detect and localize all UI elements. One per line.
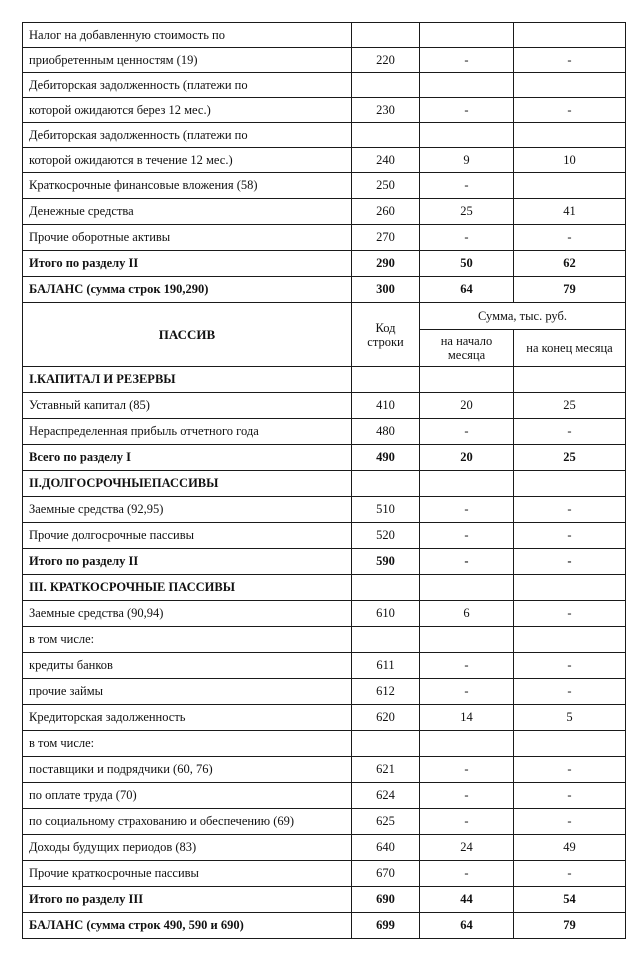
row-code: 510 (352, 497, 420, 523)
liability-row (23, 601, 626, 627)
value-end: 79 (514, 277, 626, 303)
value-end (514, 73, 626, 98)
begin-column-header: на начало месяца (420, 330, 514, 367)
row-code (352, 627, 420, 653)
row-code: 230 (352, 98, 420, 123)
row-label: приобретенным ценностям (19) (23, 48, 352, 73)
row-code: 621 (352, 757, 420, 783)
value-begin: - (420, 419, 514, 445)
row-code: 480 (352, 419, 420, 445)
value-begin: - (420, 173, 514, 199)
liability-row (23, 523, 626, 549)
liability-row (23, 653, 626, 679)
row-code: 670 (352, 861, 420, 887)
value-begin: 44 (420, 887, 514, 913)
value-end: - (514, 98, 626, 123)
row-code (352, 73, 420, 98)
asset-row (23, 73, 626, 98)
value-begin (420, 73, 514, 98)
row-label: прочие займы (23, 679, 352, 705)
liabilities-header (23, 303, 626, 367)
value-begin: - (420, 497, 514, 523)
row-label: БАЛАНС (сумма строк 490, 590 и 690) (23, 913, 352, 939)
value-begin (420, 731, 514, 757)
row-label: Дебиторская задолженность (платежи по (23, 123, 352, 148)
value-begin: 20 (420, 445, 514, 471)
value-end: 49 (514, 835, 626, 861)
balance-sheet-table (22, 22, 626, 939)
sum-column-header: Сумма, тыс. руб. (420, 303, 626, 330)
liability-row (23, 887, 626, 913)
liability-row (23, 367, 626, 393)
liability-row (23, 627, 626, 653)
row-label: Заемные средства (90,94) (23, 601, 352, 627)
row-code: 690 (352, 887, 420, 913)
value-end: 54 (514, 887, 626, 913)
assets-section (23, 23, 626, 303)
value-begin: 9 (420, 148, 514, 173)
row-label: Краткосрочные финансовые вложения (58) (23, 173, 352, 199)
row-code (352, 471, 420, 497)
row-code: 699 (352, 913, 420, 939)
value-end: 41 (514, 199, 626, 225)
asset-row (23, 251, 626, 277)
row-code: 620 (352, 705, 420, 731)
row-label: в том числе: (23, 731, 352, 757)
value-end: - (514, 809, 626, 835)
row-code: 220 (352, 48, 420, 73)
value-begin: 20 (420, 393, 514, 419)
value-begin: 50 (420, 251, 514, 277)
row-label: которой ожидаются в течение 12 мес.) (23, 148, 352, 173)
row-code: 250 (352, 173, 420, 199)
row-code: 260 (352, 199, 420, 225)
row-code (352, 367, 420, 393)
row-label: Дебиторская задолженность (платежи по (23, 73, 352, 98)
value-end: 79 (514, 913, 626, 939)
row-label: Доходы будущих периодов (83) (23, 835, 352, 861)
value-begin: - (420, 653, 514, 679)
row-code: 612 (352, 679, 420, 705)
value-begin (420, 575, 514, 601)
value-end: - (514, 48, 626, 73)
asset-row (23, 277, 626, 303)
row-label: БАЛАНС (сумма строк 190,290) (23, 277, 352, 303)
row-label: Нераспределенная прибыль отчетного года (23, 419, 352, 445)
row-code: 624 (352, 783, 420, 809)
value-begin: - (420, 679, 514, 705)
row-label: Итого по разделу II (23, 251, 352, 277)
value-end: - (514, 653, 626, 679)
value-end: - (514, 497, 626, 523)
value-begin: - (420, 783, 514, 809)
liability-row (23, 705, 626, 731)
value-begin: 64 (420, 913, 514, 939)
value-begin: - (420, 523, 514, 549)
liability-row (23, 731, 626, 757)
row-label: кредиты банков (23, 653, 352, 679)
value-begin: - (420, 225, 514, 251)
end-column-header: на конец месяца (514, 330, 626, 367)
value-end (514, 627, 626, 653)
row-code: 611 (352, 653, 420, 679)
value-end: - (514, 523, 626, 549)
row-label: Кредиторская задолженность (23, 705, 352, 731)
asset-row (23, 123, 626, 148)
asset-row (23, 48, 626, 73)
row-code (352, 123, 420, 148)
value-begin (420, 471, 514, 497)
value-begin: 64 (420, 277, 514, 303)
row-label: по оплате труда (70) (23, 783, 352, 809)
liability-row (23, 809, 626, 835)
row-label: II.ДОЛГОСРОЧНЫЕПАССИВЫ (23, 471, 352, 497)
liability-row (23, 419, 626, 445)
asset-row (23, 23, 626, 48)
value-end: - (514, 757, 626, 783)
value-begin: 6 (420, 601, 514, 627)
value-end: 5 (514, 705, 626, 731)
value-begin: - (420, 809, 514, 835)
value-begin (420, 123, 514, 148)
row-code: 640 (352, 835, 420, 861)
row-code: 590 (352, 549, 420, 575)
value-end (514, 731, 626, 757)
row-code: 240 (352, 148, 420, 173)
row-label: I.КАПИТАЛ И РЕЗЕРВЫ (23, 367, 352, 393)
liability-row (23, 913, 626, 939)
value-begin: 14 (420, 705, 514, 731)
row-code: 520 (352, 523, 420, 549)
value-end: - (514, 783, 626, 809)
row-label: поставщики и подрядчики (60, 76) (23, 757, 352, 783)
value-end: - (514, 601, 626, 627)
value-end: 10 (514, 148, 626, 173)
value-end: 25 (514, 445, 626, 471)
row-label: Заемные средства (92,95) (23, 497, 352, 523)
value-begin (420, 367, 514, 393)
asset-row (23, 173, 626, 199)
liabilities-section (23, 367, 626, 939)
liability-row (23, 757, 626, 783)
value-begin: 24 (420, 835, 514, 861)
liability-row (23, 575, 626, 601)
value-end: - (514, 861, 626, 887)
value-begin: - (420, 757, 514, 783)
liabilities-title: ПАССИВ (23, 303, 352, 367)
value-begin: - (420, 48, 514, 73)
row-label: Прочие краткосрочные пассивы (23, 861, 352, 887)
value-end (514, 471, 626, 497)
row-label: Всего по разделу I (23, 445, 352, 471)
value-begin: - (420, 98, 514, 123)
value-end (514, 23, 626, 48)
value-end (514, 575, 626, 601)
value-begin (420, 23, 514, 48)
row-code (352, 575, 420, 601)
value-begin: - (420, 549, 514, 575)
value-begin: - (420, 861, 514, 887)
row-code: 610 (352, 601, 420, 627)
row-label: Прочие оборотные активы (23, 225, 352, 251)
row-label: по социальному страхованию и обеспечению (69) (23, 809, 352, 835)
row-label: в том числе: (23, 627, 352, 653)
row-code: 300 (352, 277, 420, 303)
asset-row (23, 98, 626, 123)
row-label: Уставный капитал (85) (23, 393, 352, 419)
row-code (352, 23, 420, 48)
liability-row (23, 835, 626, 861)
value-end: 25 (514, 393, 626, 419)
liability-row (23, 497, 626, 523)
asset-row (23, 225, 626, 251)
row-label: Прочие долгосрочные пассивы (23, 523, 352, 549)
value-end: - (514, 225, 626, 251)
row-label: Итого по разделу II (23, 549, 352, 575)
asset-row (23, 148, 626, 173)
row-code: 410 (352, 393, 420, 419)
value-begin: 25 (420, 199, 514, 225)
code-column-header: Код строки (352, 303, 420, 367)
row-code: 290 (352, 251, 420, 277)
value-end (514, 173, 626, 199)
value-end: - (514, 419, 626, 445)
liability-row (23, 445, 626, 471)
liability-row (23, 393, 626, 419)
liability-row (23, 679, 626, 705)
liability-row (23, 861, 626, 887)
row-code: 625 (352, 809, 420, 835)
row-code (352, 731, 420, 757)
value-end: 62 (514, 251, 626, 277)
row-code: 270 (352, 225, 420, 251)
asset-row (23, 199, 626, 225)
value-begin (420, 627, 514, 653)
row-label: III. КРАТКОСРОЧНЫЕ ПАССИВЫ (23, 575, 352, 601)
liability-row (23, 471, 626, 497)
row-label: которой ожидаются берез 12 мес.) (23, 98, 352, 123)
value-end (514, 367, 626, 393)
row-code: 490 (352, 445, 420, 471)
liability-row (23, 783, 626, 809)
row-label: Денежные средства (23, 199, 352, 225)
value-end: - (514, 549, 626, 575)
liability-row (23, 549, 626, 575)
value-end (514, 123, 626, 148)
value-end: - (514, 679, 626, 705)
row-label: Налог на добавленную стоимость по (23, 23, 352, 48)
row-label: Итого по разделу III (23, 887, 352, 913)
